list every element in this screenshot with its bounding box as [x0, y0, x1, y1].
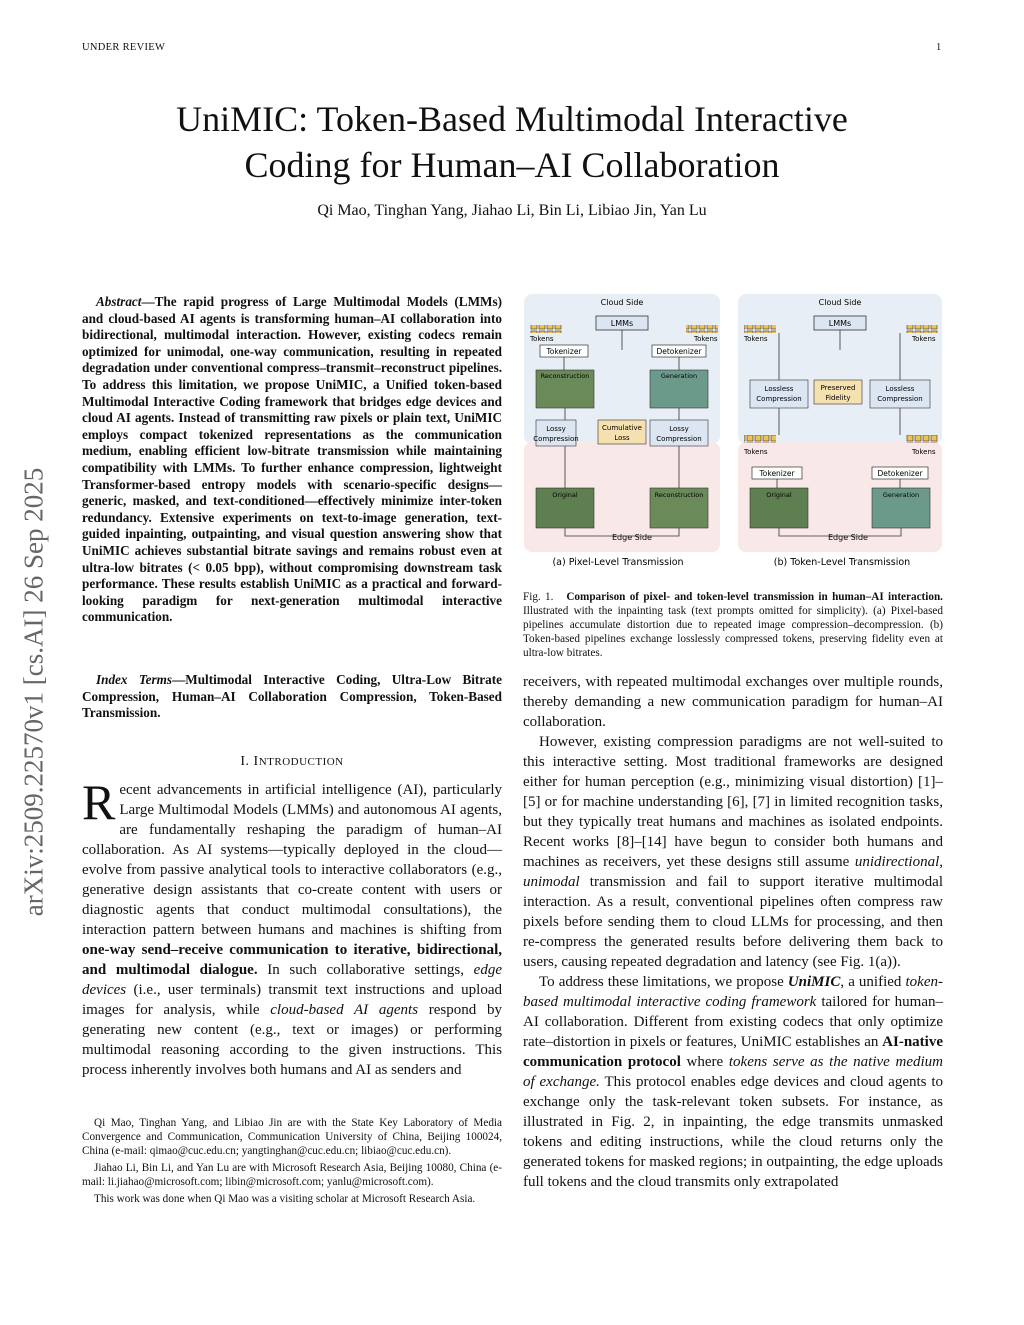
drop-cap: R [82, 774, 116, 830]
footnotes [82, 1116, 502, 1209]
svg-text:Generation: Generation [660, 372, 698, 380]
footnote: This work was done when Qi Mao was a visiting scholar at Microsoft Research Asia. [94, 1193, 476, 1205]
svg-text:Cumulative: Cumulative [602, 424, 642, 432]
panel-a-label: (a) Pixel-Level Transmission [552, 557, 684, 568]
svg-text:Lossless: Lossless [764, 385, 794, 393]
svg-text:LMMs: LMMs [610, 319, 634, 328]
svg-text:Generation: Generation [882, 491, 920, 499]
cloud-side-label: Cloud Side [600, 298, 644, 307]
svg-text:Compression: Compression [533, 435, 579, 443]
abstract-text: —The rapid progress of Large Multimodal Models (LMMs) and cloud-based AI agents is transforming human–AI collaboration into bidirectional, multimodal interaction. However, existing codecs remain optimized for unimodal, one-way communication, resulting in repeated degradation under conventional compress–transmit–reconstruct pipelines. To address this limitation, we propose UniMIC, a Unified token-based Multimodal Interactive Coding framework that bridges edge devices and cloud AI agents. Instead of transmitting raw pixels or plain text, UniMIC employs compact tokenized representations as the communication medium, enabling efficient low-bitrate transmission while maintaining compatibility with LMMs. To further enhance compression, lightweight Transformer-based entropy models with scenario-specific designs—generic, masked, and text-conditioned—effectively minimize inter-token redundancy. Extensive experiments on text-to-image generation, text-guided inpainting, outpainting, and visual question answering show that UniMIC achieves substantial bitrate savings and remains robust even at ultra-low bitrates (< 0.05 bpp), without compromising downstream task performance. These results establish UniMIC as a practical and forward-looking paradigm for next-generation multimodal interactive communication. [82, 294, 502, 625]
svg-text:Tokens: Tokens [694, 335, 718, 343]
index-terms: Index Terms—Multimodal Interactive Coding, Ultra-Low Bitrate Compression, Human–AI Collaboration Compression, Token-Based Transmission. [82, 672, 502, 721]
svg-text:Tokens: Tokens [530, 335, 554, 343]
panel-b-label: (b) Token-Level Transmission [773, 557, 911, 568]
svg-text:LMMs: LMMs [828, 319, 852, 328]
abstract [82, 294, 502, 626]
svg-text:Tokenizer: Tokenizer [546, 347, 582, 356]
svg-text:Original: Original [552, 491, 578, 499]
section-heading: I. INTRODUCTION [240, 754, 344, 769]
page-number: 1 [936, 42, 942, 53]
svg-text:Tokens: Tokens [912, 448, 936, 456]
svg-text:Tokenizer: Tokenizer [759, 469, 795, 478]
footnote: Jiahao Li, Bin Li, and Yan Lu are with Microsoft Research Asia, Beijing 10080, China (e-mail: li.jiahao@microsoft.com; libin@microsoft.com; yanlu@microsoft.com). [82, 1162, 502, 1188]
svg-text:Edge Side: Edge Side [828, 533, 868, 542]
svg-text:Fidelity: Fidelity [825, 394, 851, 402]
figure-1-diagram [522, 290, 946, 580]
svg-text:Edge Side: Edge Side [612, 533, 652, 542]
abstract-label: Abstract [96, 294, 142, 309]
figure-caption: Fig. 1. Comparison of pixel- and token-level transmission in human–AI interaction. Illustrated with the inpainting task (text prompts omitted for simplicity). (a) Pixel-based pipelines accumulate distortion due to repeated image compression–decompression. (b) Token-based pipelines exchange losslessly compressed tokens, preserving fidelity even at ultra-low bitrates. [523, 591, 943, 659]
running-header: UNDER REVIEW [82, 42, 166, 53]
svg-text:Cloud Side: Cloud Side [818, 298, 862, 307]
arxiv-stamp: arXiv:2509.22570v1 [cs.AI] 26 Sep 2025 [18, 467, 49, 917]
svg-text:Detokenizer: Detokenizer [656, 347, 702, 356]
svg-text:Tokens: Tokens [912, 335, 936, 343]
svg-text:Tokens: Tokens [744, 448, 768, 456]
paper-title: UniMIC: Token-Based Multimodal Interactive Coding for Human–AI Collaboration [176, 99, 848, 185]
svg-text:Compression: Compression [756, 395, 802, 403]
svg-text:Loss: Loss [614, 434, 630, 442]
svg-text:Lossy: Lossy [546, 425, 566, 433]
svg-text:Lossless: Lossless [885, 385, 915, 393]
intro-paragraph: Recent advancements in artificial intelligence (AI), particularly Large Multimodal Models (LMMs) and autonomous AI agents, are fundamentally reshaping the paradigm of human–AI collaboration. As AI systems—typically deployed in the cloud—evolve from passive analytical tools to interactive collaborators (e.g., generative design assistants that co-create content with users or diagnostic agents that conduct multimodal consultations), the interaction pattern between humans and machines is shifting from one-way send–receive communication to iterative, bidirectional, and multimodal dialogue. In such collaborative settings, edge devices (i.e., user terminals) transmit text instructions and upload images for analysis, while cloud-based AI agents respond by generating new content (e.g., text or images) or performing multimodal reasoning according to the given instructions. This process inherently involves both humans and AI as senders and [82, 774, 502, 1078]
paragraph: However, existing compression paradigms are not well-suited to this interactive setting. Most traditional frameworks are designed either for human perception (e.g., minimizing visual distortion) [1]–[5] or for machine understanding [6], [7] in limited recognition tasks, but they typically treat humans and machines as isolated endpoints. Recent works [8]–[14] have begun to consider both humans and machines as receivers, yet these designs still assume unidirectional, unimodal transmission and fail to support iterative multimodal interaction. As a result, conventional pipelines often compress raw pixels before sending them to cloud LLMs for processing, and then re-compress the generated results before delivering them back to users, causing repeated degradation and latency (see Fig. 1(a)). [523, 734, 943, 970]
svg-text:Lossy: Lossy [669, 425, 689, 433]
svg-text:Tokens: Tokens [744, 335, 768, 343]
right-column-text [523, 672, 943, 1192]
svg-text:Compression: Compression [656, 435, 702, 443]
author-list: Qi Mao, Tinghan Yang, Jiahao Li, Bin Li, Libiao Jin, Yan Lu [317, 202, 707, 219]
paragraph: receivers, with repeated multimodal exchanges over multiple rounds, thereby demanding a new communication paradigm for human–AI collaboration. [523, 674, 943, 730]
svg-text:Reconstruction: Reconstruction [540, 372, 590, 380]
svg-text:Detokenizer: Detokenizer [877, 469, 923, 478]
footnote: Qi Mao, Tinghan Yang, and Libiao Jin are with the State Key Laboratory of Media Convergence and Communication, Communication University of China, Beijing 100024, China (e-mail: qimao@cuc.edu.cn; yangtinghan@cuc.edu.cn; libiao@cuc.edu.cn). [82, 1117, 502, 1157]
svg-text:Reconstruction: Reconstruction [654, 491, 704, 499]
paragraph: To address these limitations, we propose UniMIC, a unified token-based multimodal interactive coding framework tailored for human–AI collaboration. Different from existing codecs that only optimize rate–distortion in pixels or features, UniMIC establishes an AI-native communication protocol where tokens serve as the native medium of exchange. This protocol enables edge devices and cloud agents to exchange only the task-relevant token subsets. For instance, as illustrated in Fig. 2, in inpainting, the edge transmits unmasked tokens and editing instructions, while the cloud returns only the generated tokens for masked regions; in outpainting, the edge uploads full tokens and the cloud transmits only extrapolated [523, 974, 943, 1190]
svg-text:Compression: Compression [877, 395, 923, 403]
svg-text:Original: Original [766, 491, 792, 499]
svg-text:Preserved: Preserved [820, 384, 856, 392]
